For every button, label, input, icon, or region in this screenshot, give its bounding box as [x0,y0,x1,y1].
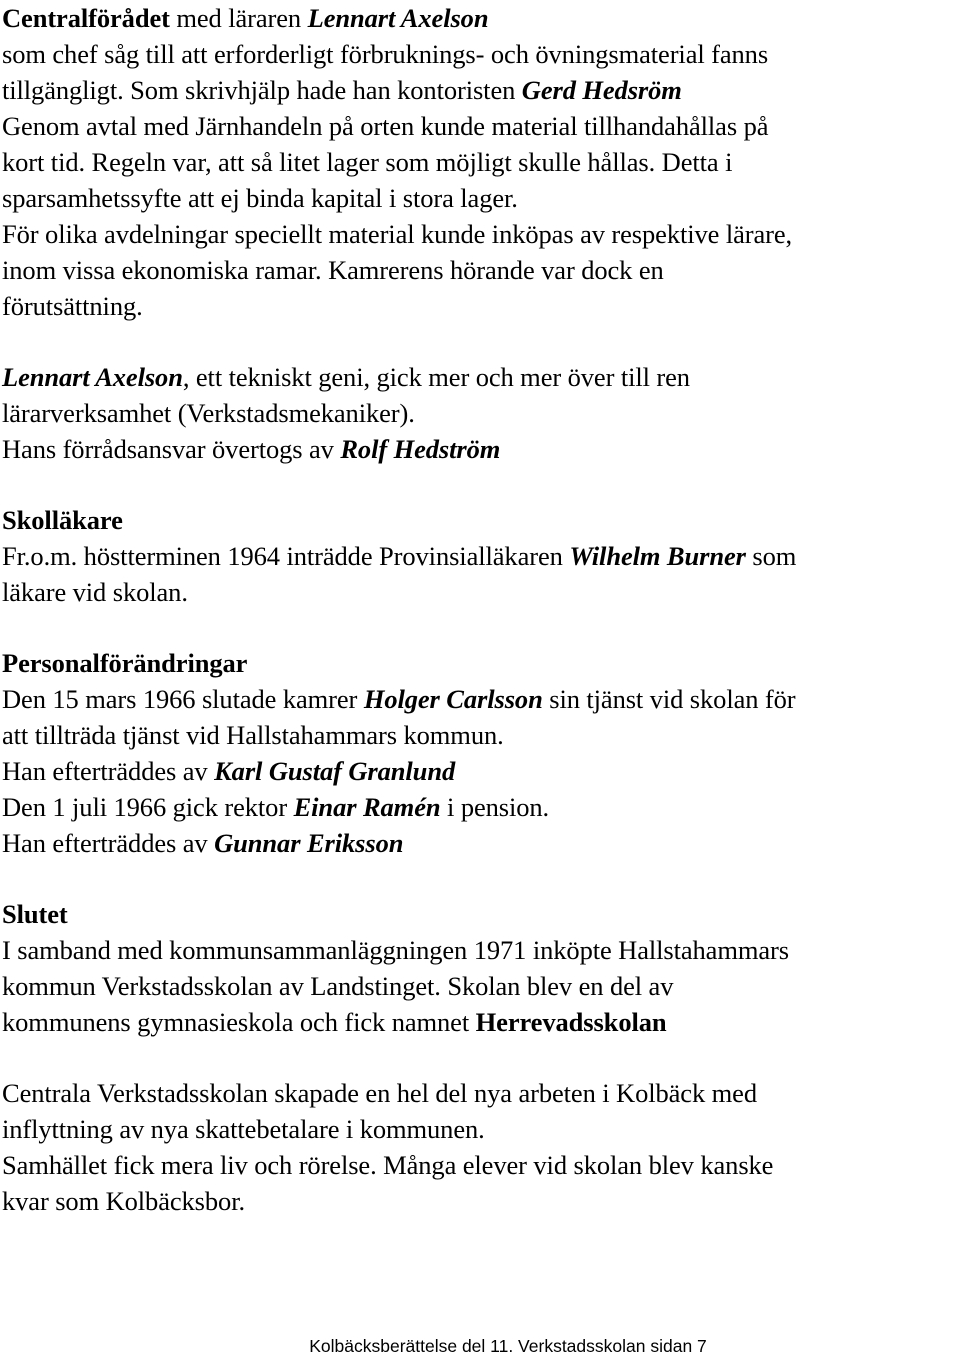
paragraph-axelson [2,359,958,467]
person-name: Lennart Axelson [307,3,489,33]
person-name: Einar Ramén [293,792,441,822]
text-run: sin tjänst vid skolan för [542,684,796,714]
section-heading: Centralförådet [2,3,170,33]
text-line: förutsättning. [2,291,143,321]
paragraph-centrala-verkstadsskolan [2,1075,958,1219]
text-run: Han efterträddes av [2,828,215,858]
person-name: Gerd Hedsröm [521,75,682,105]
section-heading: Skolläkare [2,505,123,535]
text-run: med läraren [169,3,308,33]
paragraph-gap [2,467,958,502]
text-line: att tillträda tjänst vid Hallstahammars kommun. [2,720,504,750]
text-line: inom vissa ekonomiska ramar. Kamrerens hörande var dock en [2,255,664,285]
text-line: läkare vid skolan. [2,577,188,607]
person-name: Wilhelm Burner [569,541,746,571]
text-run: i pension. [440,792,550,822]
text-line [2,0,958,36]
text-run: Han efterträddes av [2,756,215,786]
person-name: Gunnar Eriksson [214,828,404,858]
text-line [2,538,958,574]
paragraph-centralforadet [2,0,958,324]
person-name: Rolf Hedström [340,434,501,464]
person-name: Lennart Axelson [2,362,183,392]
text-line: För olika avdelningar speciellt material kunde inköpas av respektive lärare, [2,219,793,249]
text-run: Den 15 mars 1966 slutade kamrer [2,684,364,714]
text-run: Den 1 juli 1966 gick rektor [2,792,294,822]
text-line: Samhället fick mera liv och rörelse. Många elever vid skolan blev kanske [2,1150,774,1180]
text-line [2,72,958,108]
text-line: inflyttning av nya skattebetalare i kommunen. [2,1114,485,1144]
person-name: Holger Carlsson [363,684,543,714]
text-line [2,825,958,861]
paragraph-gap [2,610,958,645]
paragraph-personalforandringar [2,645,958,861]
text-line: kvar som Kolbäcksbor. [2,1186,245,1216]
text-run: tillgängligt. Som skrivhjälp hade han kontoristen [2,75,522,105]
document-page [2,0,958,1219]
text-run: kommunens gymnasieskola och fick namnet [2,1007,476,1037]
text-run: som [745,541,797,571]
text-line [2,789,958,825]
paragraph-slutet [2,896,958,1040]
text-line [2,431,958,467]
text-line: kort tid. Regeln var, att så litet lager som möjligt skulle hållas. Detta i [2,147,733,177]
text-line [2,681,958,717]
text-line: sparsamhetssyfte att ej binda kapital i stora lager. [2,183,518,213]
text-line [2,1004,958,1040]
text-line: I samband med kommunsammanläggningen 1971 inköpte Hallstahammars [2,935,789,965]
paragraph-gap [2,324,958,359]
school-name: Herrevadsskolan [475,1007,667,1037]
text-line: Centrala Verkstadsskolan skapade en hel del nya arbeten i Kolbäck med [2,1078,757,1108]
text-run: , ett tekniskt geni, gick mer och mer över till ren [182,362,690,392]
text-line [2,359,958,395]
section-heading: Slutet [2,899,68,929]
text-line: lärarverksamhet (Verkstadsmekaniker). [2,398,415,428]
text-run: Hans förrådsansvar övertogs av [2,434,341,464]
paragraph-skollakare [2,502,958,610]
person-name: Karl Gustaf Granlund [214,756,456,786]
text-line: kommun Verkstadsskolan av Landstinget. Skolan blev en del av [2,971,674,1001]
paragraph-gap [2,1040,958,1075]
page-footer: Kolbäcksberättelse del 11. Verkstadsskolan sidan 7 [309,1336,707,1356]
text-line: Genom avtal med Järnhandeln på orten kunde material tillhandahållas på [2,111,769,141]
text-run: Fr.o.m. höstterminen 1964 inträdde Provinsialläkaren [2,541,570,571]
text-line [2,753,958,789]
paragraph-gap [2,861,958,896]
section-heading: Personalförändringar [2,648,248,678]
text-line: som chef såg till att erforderligt förbruknings- och övningsmaterial fanns [2,39,769,69]
